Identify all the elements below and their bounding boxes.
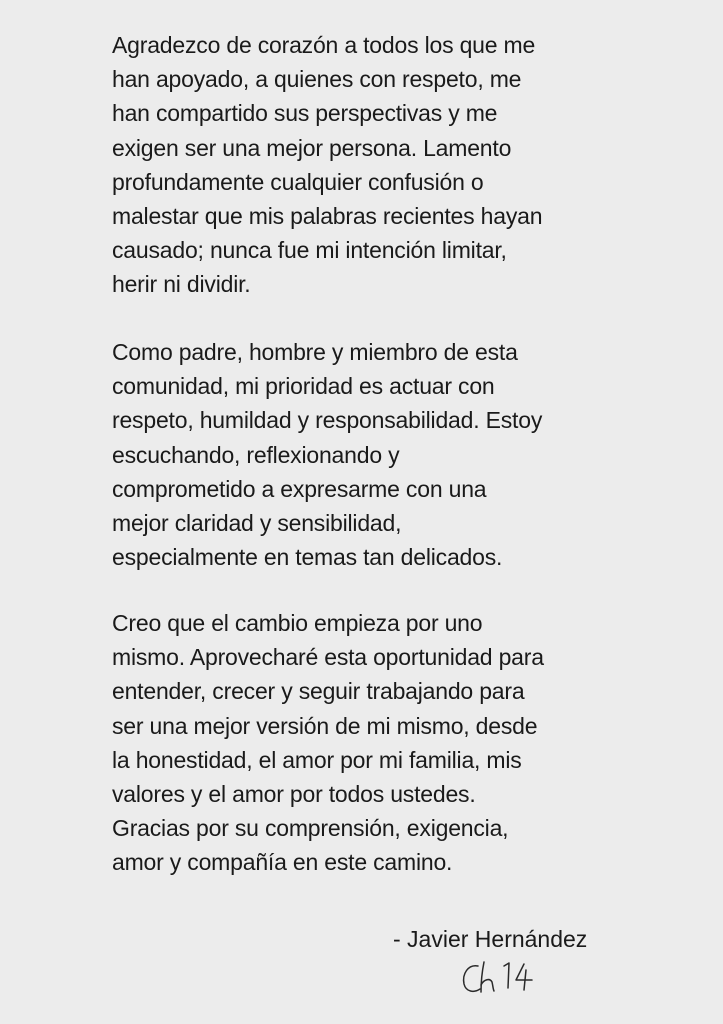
paragraph-line: ser una mejor versión de mi mismo, desde [112, 712, 538, 739]
paragraph-line: profundamente cualquier confusión o [112, 168, 484, 195]
paragraph-change [112, 606, 544, 880]
paragraph-line: malestar que mis palabras recientes hayan [112, 203, 543, 230]
paragraph-line: herir ni dividir. [112, 271, 251, 298]
paragraph-line: Gracias por su comprensión, exigencia, [112, 815, 509, 842]
paragraph-line: Como padre, hombre y miembro de esta [112, 339, 518, 365]
paragraph-line: Agradezco de corazón a todos los que me [112, 32, 536, 58]
paragraph-line: causado; nunca fue mi intención limitar, [112, 237, 507, 264]
paragraph-line: la honestidad, el amor por mi familia, mis [112, 746, 522, 773]
paragraph-line: valores y el amor por todos ustedes. [112, 781, 476, 808]
paragraph-line: Creo que el cambio empieza por uno [112, 610, 483, 636]
paragraph-line: comunidad, mi prioridad es actuar con [112, 373, 495, 400]
paragraph-line: escuchando, reflexionando y [112, 441, 400, 468]
paragraph-commitment [112, 335, 542, 574]
paragraph-line: mismo. Aprovecharé esta oportunidad para [112, 644, 544, 671]
paragraph-line: exigen ser una mejor persona. Lamento [112, 134, 512, 161]
paragraph-line: especialmente en temas tan delicados. [112, 544, 503, 571]
paragraph-line: mejor claridad y sensibilidad, [112, 510, 402, 537]
signature-name: - Javier Hernández [393, 926, 588, 952]
paragraph-line: han compartido sus perspectivas y me [112, 100, 498, 127]
paragraph-line: amor y compañía en este camino. [112, 849, 453, 876]
paragraph-line: respeto, humildad y responsabilidad. Estoy [112, 407, 543, 434]
handwritten-signature [460, 958, 550, 998]
paragraph-line: han apoyado, a quienes con respeto, me [112, 66, 522, 93]
paragraph-gratitude [112, 28, 542, 302]
paragraph-line: entender, crecer y seguir trabajando para [112, 678, 525, 705]
paragraph-line: comprometido a expresarme con una [112, 475, 487, 502]
